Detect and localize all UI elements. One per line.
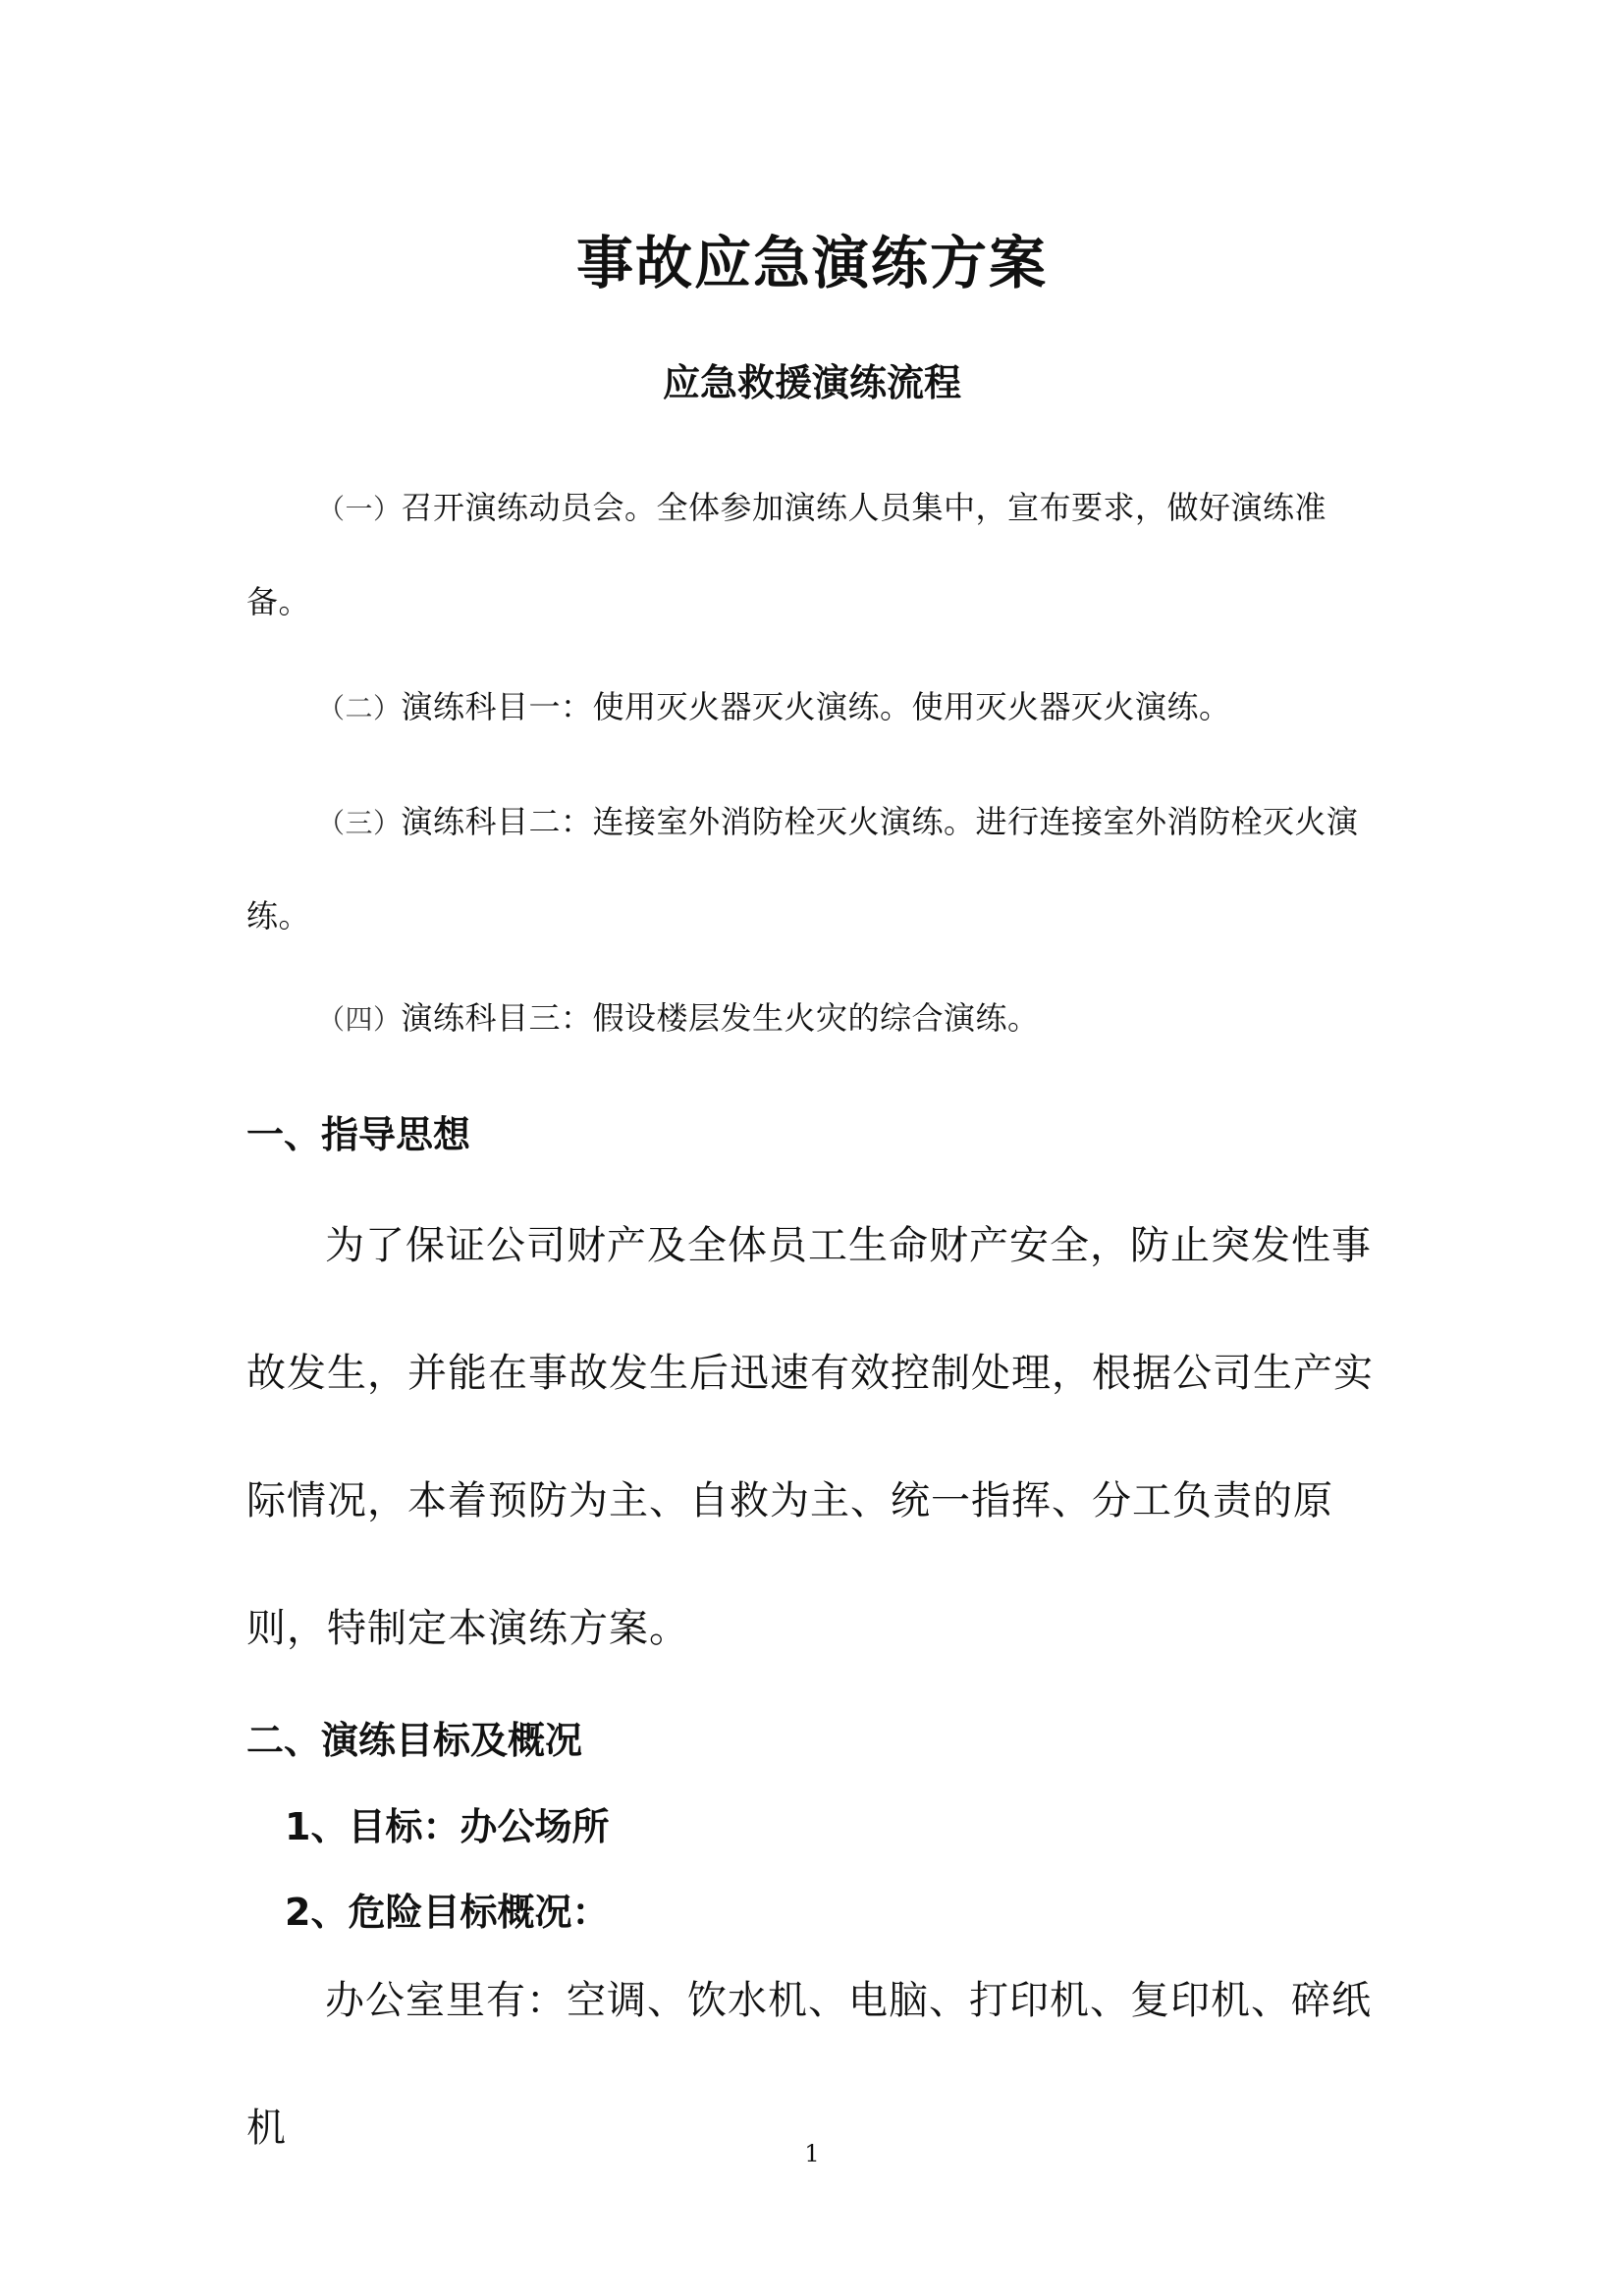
section1-heading: 一、指导思想	[246, 1113, 471, 1156]
flow-item-text: 演练科目一：使用灭火器灭火演练。使用灭火器灭火演练。	[401, 688, 1231, 725]
flow-item-number: （三）	[317, 807, 402, 839]
section2-target: 1、目标：办公场所	[285, 1805, 610, 1848]
page-number: 1	[804, 2140, 820, 2167]
flow-item-4	[246, 993, 1385, 1044]
flow-item-text: 召开演练动员会。全体参加演练人员集中，宣布要求，做好演练准备。	[246, 489, 1327, 620]
flow-item-number: （一）	[317, 493, 402, 525]
flow-item-3	[246, 775, 1385, 962]
flow-item-number: （二）	[317, 692, 402, 724]
flow-item-number: （四）	[317, 1003, 402, 1036]
section2-hazard-heading: 2、危险目标概况：	[285, 1891, 610, 1934]
document-subtitle: 应急救援演练流程	[662, 361, 961, 404]
flow-item-2	[246, 682, 1385, 733]
flow-item-text: 演练科目二：连接室外消防栓灭火演练。进行连接室外消防栓灭火演练。	[246, 803, 1359, 934]
flow-item-1	[246, 461, 1385, 648]
section2-heading: 二、演练目标及概况	[246, 1719, 583, 1762]
flow-item-text: 演练科目三：假设楼层发生火灾的综合演练。	[401, 999, 1040, 1037]
section1-body: 为了保证公司财产及全体员工生命财产安全，防止突发性事故发生，并能在事故发生后迅速有效控制处理，根据公司生产实际情况，本着预防为主、自救为主、统一指挥、分工负责的原则，特制定本演练方案。	[246, 1223, 1374, 1651]
document-title: 事故应急演练方案	[575, 230, 1048, 296]
section2-body: 办公室里有：空调、饮水机、电脑、打印机、复印机、碎纸机	[246, 1978, 1372, 2151]
